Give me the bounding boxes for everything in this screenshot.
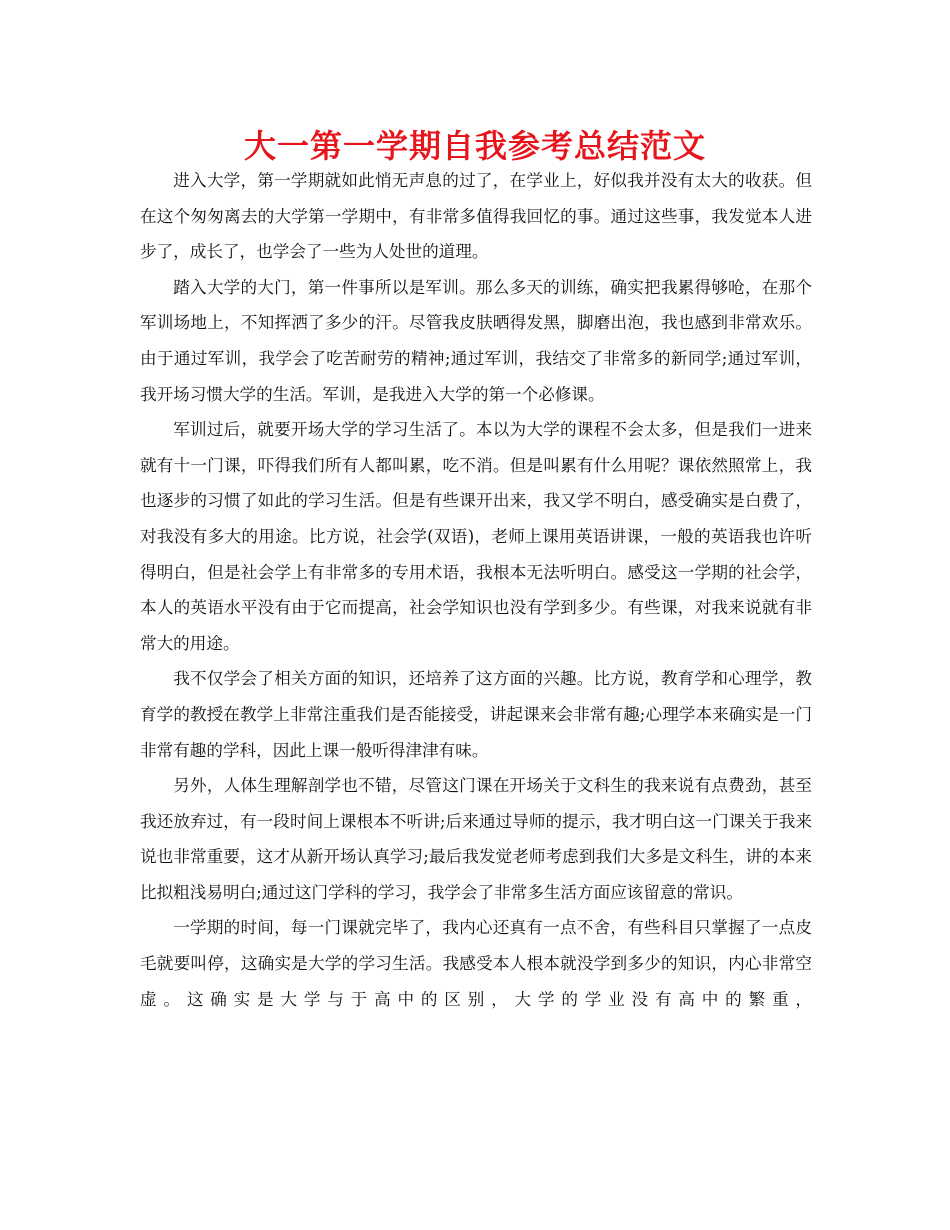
paragraph: 一学期的时间，每一门课就完毕了，我内心还真有一点不舍，有些科目只掌握了一点皮毛就要叫停，这确实是大学的学习生活。我感受本人根本就没学到多少的知识，内心非常空虚。这确实是大学与于高中的区别，大学的学业没有高中的繁重， bbox=[140, 918, 812, 1009]
paragraph: 另外，人体生理解剖学也不错，尽管这门课在开场关于文科生的我来说有点费劲，甚至我还放弃过，有一段时间上课根本不听讲;后来通过导师的提示，我才明白这一门课关于我来说也非常重要，这才从新开场认真学习;最后我发觉老师考虑到我们大多是文科生，讲的本来比拟粗浅易明白;通过这门学科的学习，我学会了非常多生活方面应该留意的常识。 bbox=[140, 776, 812, 902]
document-title: 大一第一学期自我参考总结范文 bbox=[243, 127, 706, 165]
paragraph: 军训过后，就要开场大学的学习生活了。本以为大学的课程不会太多，但是我们一进来就有十一门课，吓得我们所有人都叫累，吃不消。但是叫累有什么用呢？课依然照常上，我也逐步的习惯了如此的学习生活。但是有些课开出来，我又学不明白，感受确实是白费了，对我没有多大的用途。比方说，社会学(双语)，老师上课用英语讲课，一般的英语我也许听得明白，但是社会学上有非常多的专用术语，我根本无法听明白。感受这一学期的社会学，本人的英语水平没有由于它而提高，社会学知识也没有学到多少。有些课，对我来说就有非常大的用途。 bbox=[140, 420, 812, 653]
document-body bbox=[140, 163, 812, 1017]
paragraph: 我不仅学会了相关方面的知识，还培养了这方面的兴趣。比方说，教育学和心理学，教育学的教授在教学上非常注重我们是否能接受，讲起课来会非常有趣;心理学本来确实是一门非常有趣的学科，因此上课一般听得津津有味。 bbox=[140, 669, 812, 760]
paragraph: 踏入大学的大门，第一件事所以是军训。那么多天的训练，确实把我累得够呛，在那个军训场地上，不知挥洒了多少的汗。尽管我皮肤晒得发黑，脚磨出泡，我也感到非常欢乐。由于通过军训，我学会了吃苦耐劳的精神;通过军训，我结交了非常多的新同学;通过军训，我开场习惯大学的生活。军训，是我进入大学的第一个必修课。 bbox=[140, 277, 812, 404]
paragraph: 进入大学，第一学期就如此悄无声息的过了，在学业上，好似我并没有太大的收获。但在这个匆匆离去的大学第一学期中，有非常多值得我回忆的事。通过这些事，我发觉本人进步了，成长了，也学会了一些为人处世的道理。 bbox=[140, 171, 812, 262]
